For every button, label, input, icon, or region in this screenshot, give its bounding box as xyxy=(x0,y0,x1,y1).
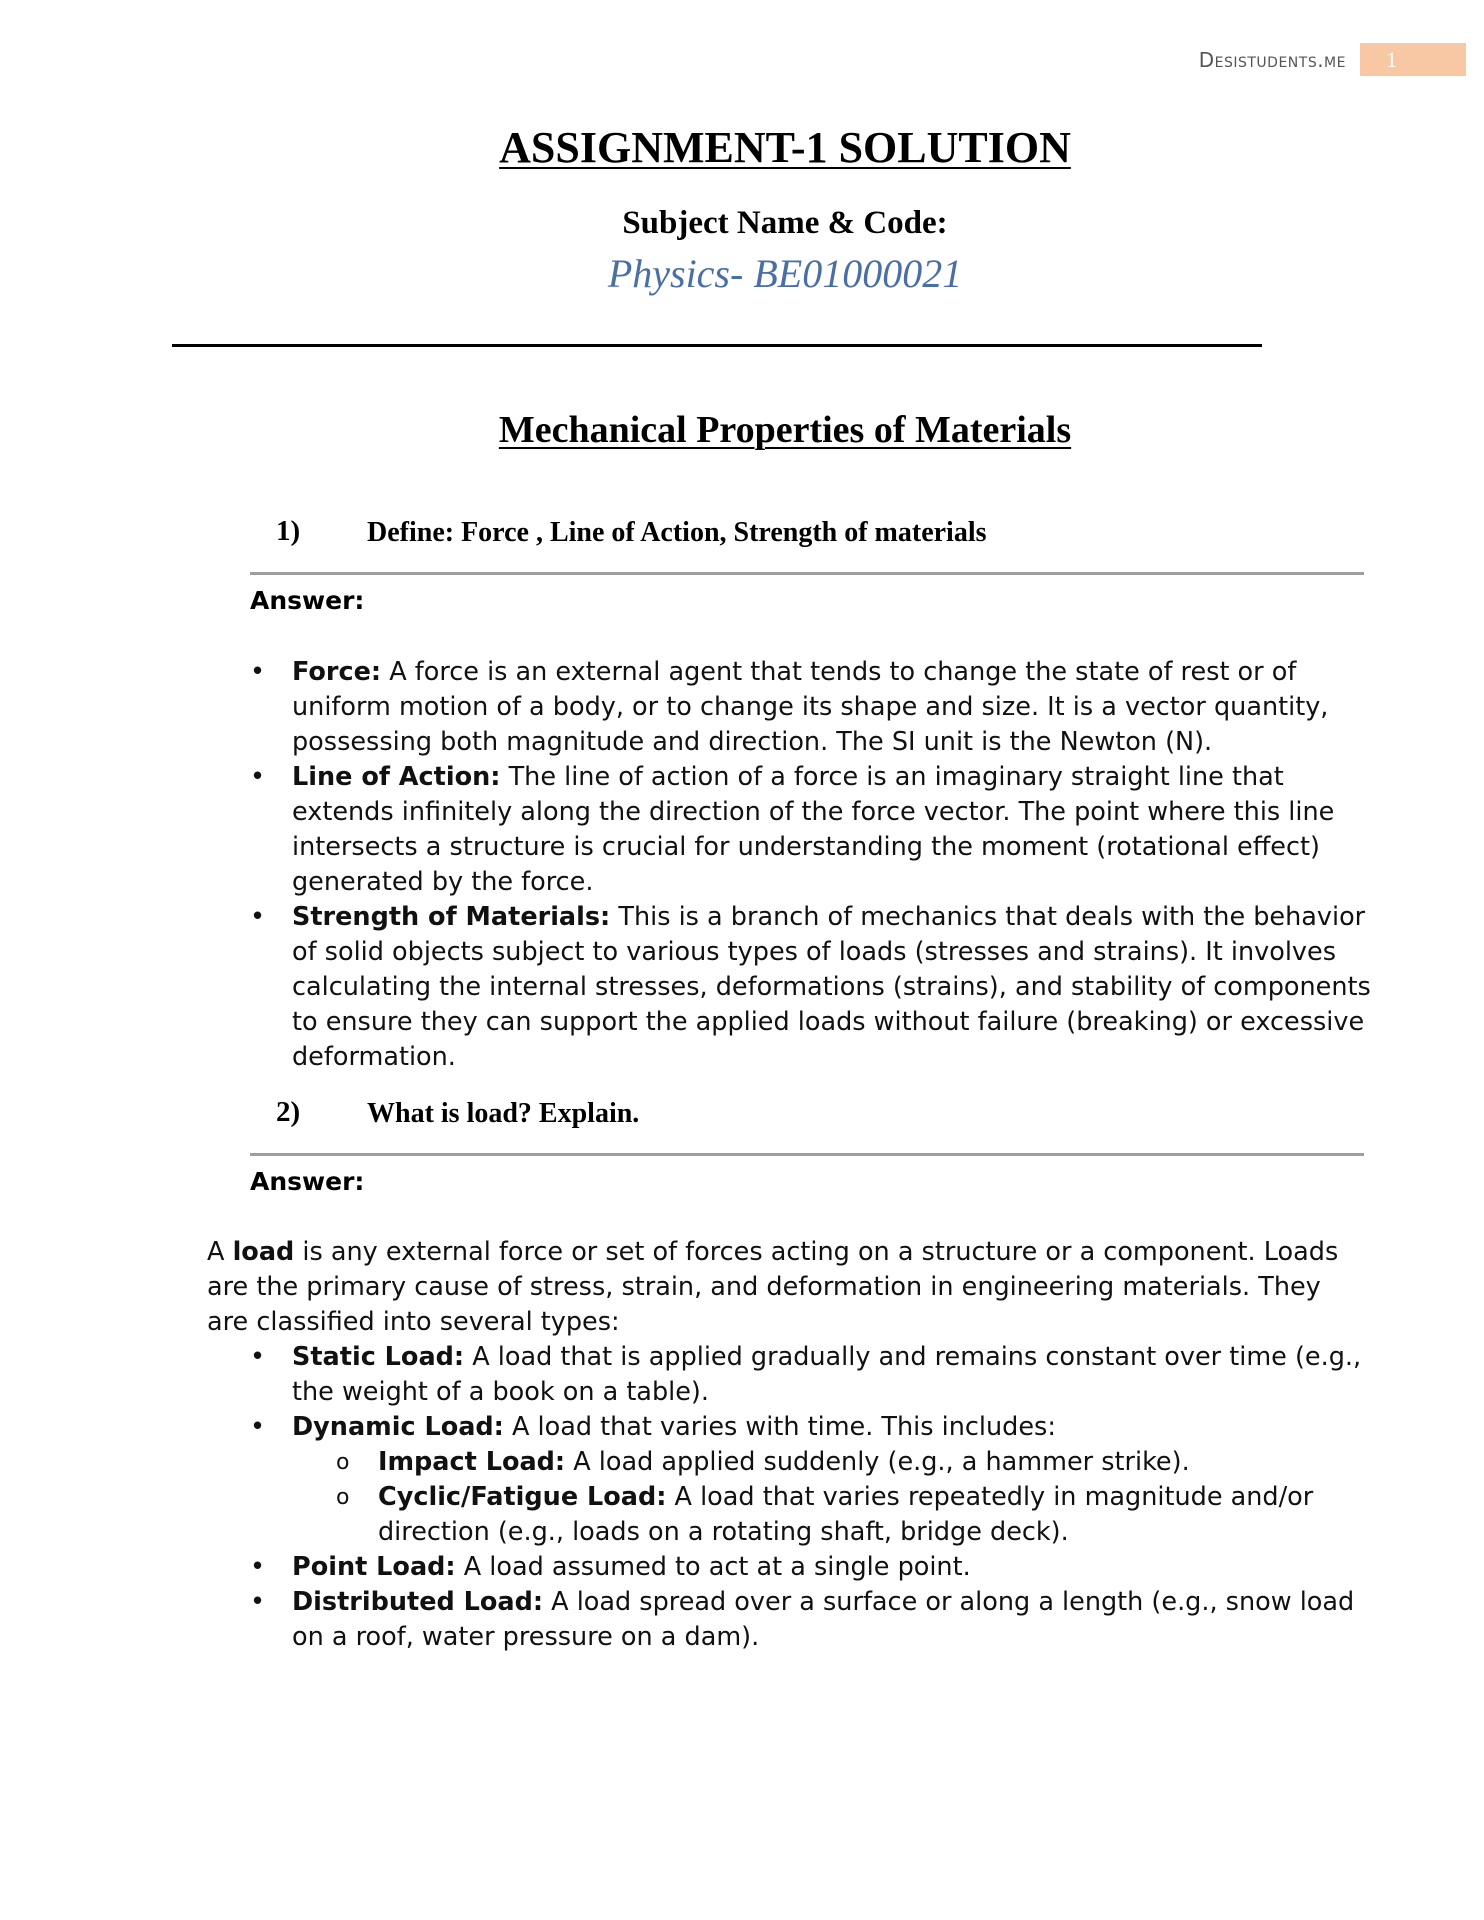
question-number: 2) xyxy=(276,1096,301,1128)
bullet-term: Line of Action: xyxy=(292,762,501,792)
load-intro-paragraph xyxy=(207,1235,1357,1340)
bullet-text: A load spread over a surface or along a length (e.g., snow load on a roof, water pressure on a dam). xyxy=(292,1587,1355,1652)
sub-bullet-text: A load applied suddenly (e.g., a hammer strike). xyxy=(565,1447,1190,1477)
bullet-term: Static Load: xyxy=(292,1342,465,1372)
answer-bullet-list xyxy=(250,655,1372,1075)
bullet-text: This is a branch of mechanics that deals with the behavior of solid objects subject to various types of loads (stresses and strains). It involves calculating the internal stresses, deformations (strains), and stability of components to ensure they can support the applied loads without failure (breaking) or excessive deformation. xyxy=(292,902,1371,1072)
sub-bullet-term: Impact Load: xyxy=(378,1447,566,1477)
intro-prefix: A xyxy=(207,1237,233,1267)
list-item xyxy=(250,1585,1372,1655)
list-item xyxy=(250,1340,1372,1410)
intro-text: is any external force or set of forces acting on a structure or a component. Loads are the primary cause of stress, strain, and deformation in engineering materials. They are classified into several types: xyxy=(207,1237,1339,1337)
list-item xyxy=(250,1550,1372,1585)
bullet-text: A load assumed to act at a single point. xyxy=(455,1552,971,1582)
title-divider xyxy=(172,344,1262,347)
answer-label: Answer: xyxy=(250,586,365,615)
question-text: What is load? Explain. xyxy=(367,1098,640,1129)
bullet-text: A load that varies with time. This includes: xyxy=(503,1412,1056,1442)
list-item xyxy=(250,655,1372,760)
page-number: 1 xyxy=(1360,43,1466,76)
bullet-term: Point Load: xyxy=(292,1552,456,1582)
bullet-text: The line of action of a force is an imaginary straight line that extends infinitely along the direction of the force vector. The point where this line intersects a structure is crucial for understanding the moment (rotational effect) generated by the force. xyxy=(292,762,1335,897)
bullet-text: A force is an external agent that tends to change the state of rest or of uniform motion of a body, or to change its shape and size. It is a vector quantity, possessing both magnitude and direction. The SI unit is the Newton (N). xyxy=(292,657,1329,757)
load-types-list xyxy=(250,1340,1372,1655)
bullet-text: A load that is applied gradually and remains constant over time (e.g., the weight of a book on a table). xyxy=(292,1342,1362,1407)
bullet-term: Strength of Materials: xyxy=(292,902,611,932)
sub-bullet-text: A load that varies repeatedly in magnitude and/or direction (e.g., loads on a rotating shaft, bridge deck). xyxy=(378,1482,1314,1547)
dynamic-load-sub-list xyxy=(292,1445,1372,1550)
intro-term: load xyxy=(232,1237,295,1267)
answer-label: Answer: xyxy=(250,1167,365,1196)
list-item xyxy=(250,1410,1372,1550)
sub-list-item xyxy=(292,1480,1372,1550)
subject-value: Physics- BE01000021 xyxy=(607,251,963,296)
header-site-name: Desistudents.me xyxy=(1198,48,1346,72)
document-title: ASSIGNMENT-1 SOLUTION xyxy=(499,123,1071,172)
sub-bullet-term: Cyclic/Fatigue Load: xyxy=(378,1482,667,1512)
subject-label: Subject Name & Code: xyxy=(622,205,948,241)
question-text: Define: Force , Line of Action, Strength of materials xyxy=(367,517,987,548)
question-number: 1) xyxy=(276,515,301,547)
question-divider xyxy=(250,1153,1364,1156)
section-title: Mechanical Properties of Materials xyxy=(498,409,1072,451)
question-divider xyxy=(250,572,1364,575)
list-item xyxy=(250,900,1372,1075)
sub-list-item xyxy=(292,1445,1372,1480)
bullet-term: Dynamic Load: xyxy=(292,1412,504,1442)
bullet-term: Force: xyxy=(292,657,382,687)
bullet-term: Distributed Load: xyxy=(292,1587,544,1617)
list-item xyxy=(250,760,1372,900)
